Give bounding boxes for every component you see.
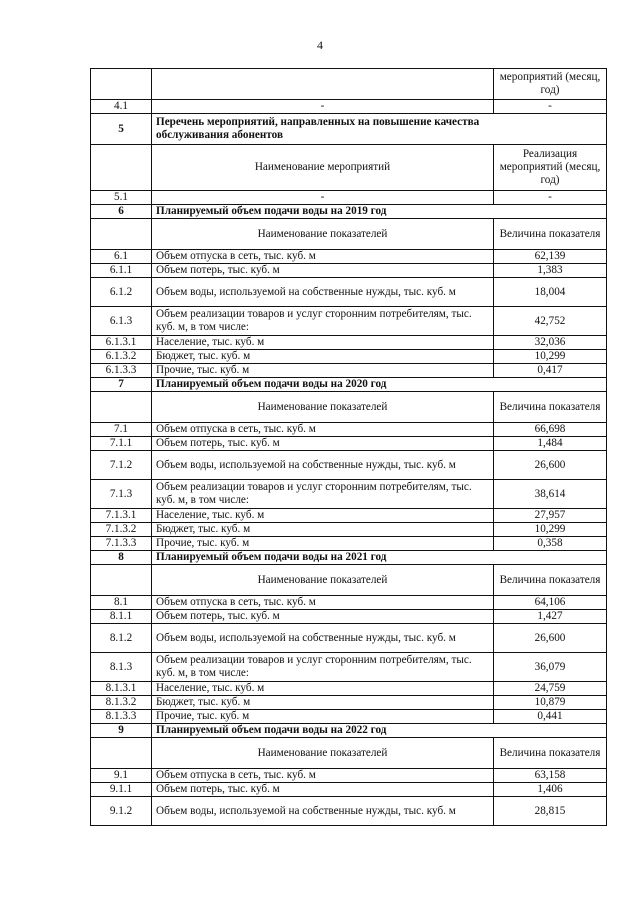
value-cell: мероприятий (месяц, год) [494,69,607,100]
header-value-cell: Величина показателя [494,565,607,596]
header-name-cell: Наименование показателей [152,392,494,423]
table-row [91,278,607,307]
name-cell: Объем реализации товаров и услуг сторонним потребителям, тыс. куб. м, в том числе: [152,480,494,509]
value-cell: 24,759 [494,682,607,696]
value-cell: 42,752 [494,307,607,336]
num-cell: 6.1.3 [91,307,152,336]
value-cell: 27,957 [494,509,607,523]
value-cell: 1,406 [494,783,607,797]
num-cell: 6.1.3.2 [91,350,152,364]
name-cell: Объем воды, используемой на собственные нужды, тыс. куб. м [152,451,494,480]
header-value-cell: Величина показателя [494,219,607,250]
value-cell: 0,358 [494,537,607,551]
header-name-cell: Наименование показателей [152,565,494,596]
name-cell: Объем отпуска в сеть, тыс. куб. м [152,423,494,437]
value-cell: 0,417 [494,364,607,378]
section-number: 7 [91,378,152,392]
table-row [91,336,607,350]
num-cell: 7.1.1 [91,437,152,451]
name-cell: Объем потерь, тыс. куб. м [152,264,494,278]
table-row [91,537,607,551]
value-cell: 10,879 [494,696,607,710]
name-cell: Объем реализации товаров и услуг сторонним потребителям, тыс. куб. м, в том числе: [152,653,494,682]
value-cell: 28,815 [494,797,607,826]
name-cell: Бюджет, тыс. куб. м [152,350,494,364]
name-cell: Объем потерь, тыс. куб. м [152,783,494,797]
value-cell: 32,036 [494,336,607,350]
table-row [91,250,607,264]
num-cell: 7.1 [91,423,152,437]
name-cell: - [152,191,494,205]
num-cell [91,145,152,191]
name-cell: Население, тыс. куб. м [152,336,494,350]
num-cell [91,392,152,423]
value-cell: 10,299 [494,523,607,537]
table-row [91,264,607,278]
num-cell: 8.1.2 [91,624,152,653]
num-cell: 6.1.3.3 [91,364,152,378]
value-cell: 62,139 [494,250,607,264]
name-cell: Прочие, тыс. куб. м [152,537,494,551]
num-cell: 6.1.3.1 [91,336,152,350]
table-row [91,451,607,480]
num-cell: 5.1 [91,191,152,205]
value-cell: 0,441 [494,710,607,724]
name-cell [152,69,494,100]
table-row [91,682,607,696]
num-cell: 8.1.3.3 [91,710,152,724]
value-cell: 63,158 [494,769,607,783]
table-row [91,509,607,523]
section-row [91,551,607,565]
value-cell: 36,079 [494,653,607,682]
section-number: 8 [91,551,152,565]
value-cell: 64,106 [494,596,607,610]
num-cell: 4.1 [91,100,152,114]
name-cell: Объем отпуска в сеть, тыс. куб. м [152,250,494,264]
num-cell: 8.1.3.1 [91,682,152,696]
value-cell: - [494,191,607,205]
header-row [91,145,607,191]
value-cell: 38,614 [494,480,607,509]
header-value-cell: Величина показателя [494,738,607,769]
section-title-line-1: Перечень мероприятий, направленных на повышение качества [156,116,480,128]
header-value-cell: Реализация мероприятий (месяц, год) [494,145,607,191]
num-cell: 9.1.1 [91,783,152,797]
num-cell: 6.1 [91,250,152,264]
section-number: 6 [91,205,152,219]
name-cell: Объем потерь, тыс. куб. м [152,437,494,451]
plan-table [90,68,607,826]
header-value-cell: Величина показателя [494,392,607,423]
value-cell: 1,484 [494,437,607,451]
num-cell: 8.1.1 [91,610,152,624]
table-row [91,350,607,364]
name-cell: Объем потерь, тыс. куб. м [152,610,494,624]
num-cell: 8.1.3 [91,653,152,682]
table-row [91,783,607,797]
name-cell: Объем воды, используемой на собственные нужды, тыс. куб. м [152,278,494,307]
section-row [91,378,607,392]
table-row [91,769,607,783]
table-row [91,653,607,682]
name-cell: Бюджет, тыс. куб. м [152,523,494,537]
value-cell: 66,698 [494,423,607,437]
value-cell: 26,600 [494,451,607,480]
value-cell: 18,004 [494,278,607,307]
value-cell: 1,383 [494,264,607,278]
name-cell: Бюджет, тыс. куб. м [152,696,494,710]
section-title [152,114,607,145]
section-title-line-2: обслуживания абонентов [156,129,284,141]
table-row [91,480,607,509]
header-name-cell: Наименование мероприятий [152,145,494,191]
name-cell: - [152,100,494,114]
num-cell: 9.1.2 [91,797,152,826]
section-title: Планируемый объем подачи воды на 2021 год [152,551,607,565]
name-cell: Объем отпуска в сеть, тыс. куб. м [152,769,494,783]
num-cell [91,69,152,100]
num-cell [91,738,152,769]
table-row [91,437,607,451]
num-cell: 6.1.1 [91,264,152,278]
num-cell: 9.1 [91,769,152,783]
section-title: Планируемый объем подачи воды на 2020 год [152,378,607,392]
name-cell: Объем воды, используемой на собственные нужды, тыс. куб. м [152,624,494,653]
name-cell: Прочие, тыс. куб. м [152,364,494,378]
header-name-cell: Наименование показателей [152,219,494,250]
num-cell: 7.1.3 [91,480,152,509]
section-row [91,205,607,219]
num-cell: 7.1.2 [91,451,152,480]
header-row [91,392,607,423]
name-cell: Население, тыс. куб. м [152,682,494,696]
table-row [91,710,607,724]
name-cell: Прочие, тыс. куб. м [152,710,494,724]
header-row [91,565,607,596]
num-cell: 7.1.3.2 [91,523,152,537]
section-row [91,114,607,145]
table-row [91,523,607,537]
table-row [91,696,607,710]
table-row [91,423,607,437]
num-cell: 7.1.3.3 [91,537,152,551]
table-row [91,364,607,378]
table-row [91,100,607,114]
section-number: 9 [91,724,152,738]
section-title: Планируемый объем подачи воды на 2019 год [152,205,607,219]
page-number: 4 [317,38,323,52]
name-cell: Объем реализации товаров и услуг сторонним потребителям, тыс. куб. м, в том числе: [152,307,494,336]
value-cell: - [494,100,607,114]
table-row [91,307,607,336]
value-cell: 26,600 [494,624,607,653]
section-row [91,724,607,738]
table-row [91,797,607,826]
name-cell: Объем отпуска в сеть, тыс. куб. м [152,596,494,610]
table-row [91,69,607,100]
name-cell: Объем воды, используемой на собственные нужды, тыс. куб. м [152,797,494,826]
section-number: 5 [91,114,152,145]
num-cell: 8.1.3.2 [91,696,152,710]
num-cell [91,565,152,596]
table-row [91,191,607,205]
num-cell: 6.1.2 [91,278,152,307]
num-cell [91,219,152,250]
header-name-cell: Наименование показателей [152,738,494,769]
header-row [91,738,607,769]
value-cell: 10,299 [494,350,607,364]
section-title: Планируемый объем подачи воды на 2022 год [152,724,607,738]
table-row [91,596,607,610]
header-row [91,219,607,250]
table-row [91,610,607,624]
num-cell: 7.1.3.1 [91,509,152,523]
name-cell: Население, тыс. куб. м [152,509,494,523]
table-row [91,624,607,653]
value-cell: 1,427 [494,610,607,624]
num-cell: 8.1 [91,596,152,610]
